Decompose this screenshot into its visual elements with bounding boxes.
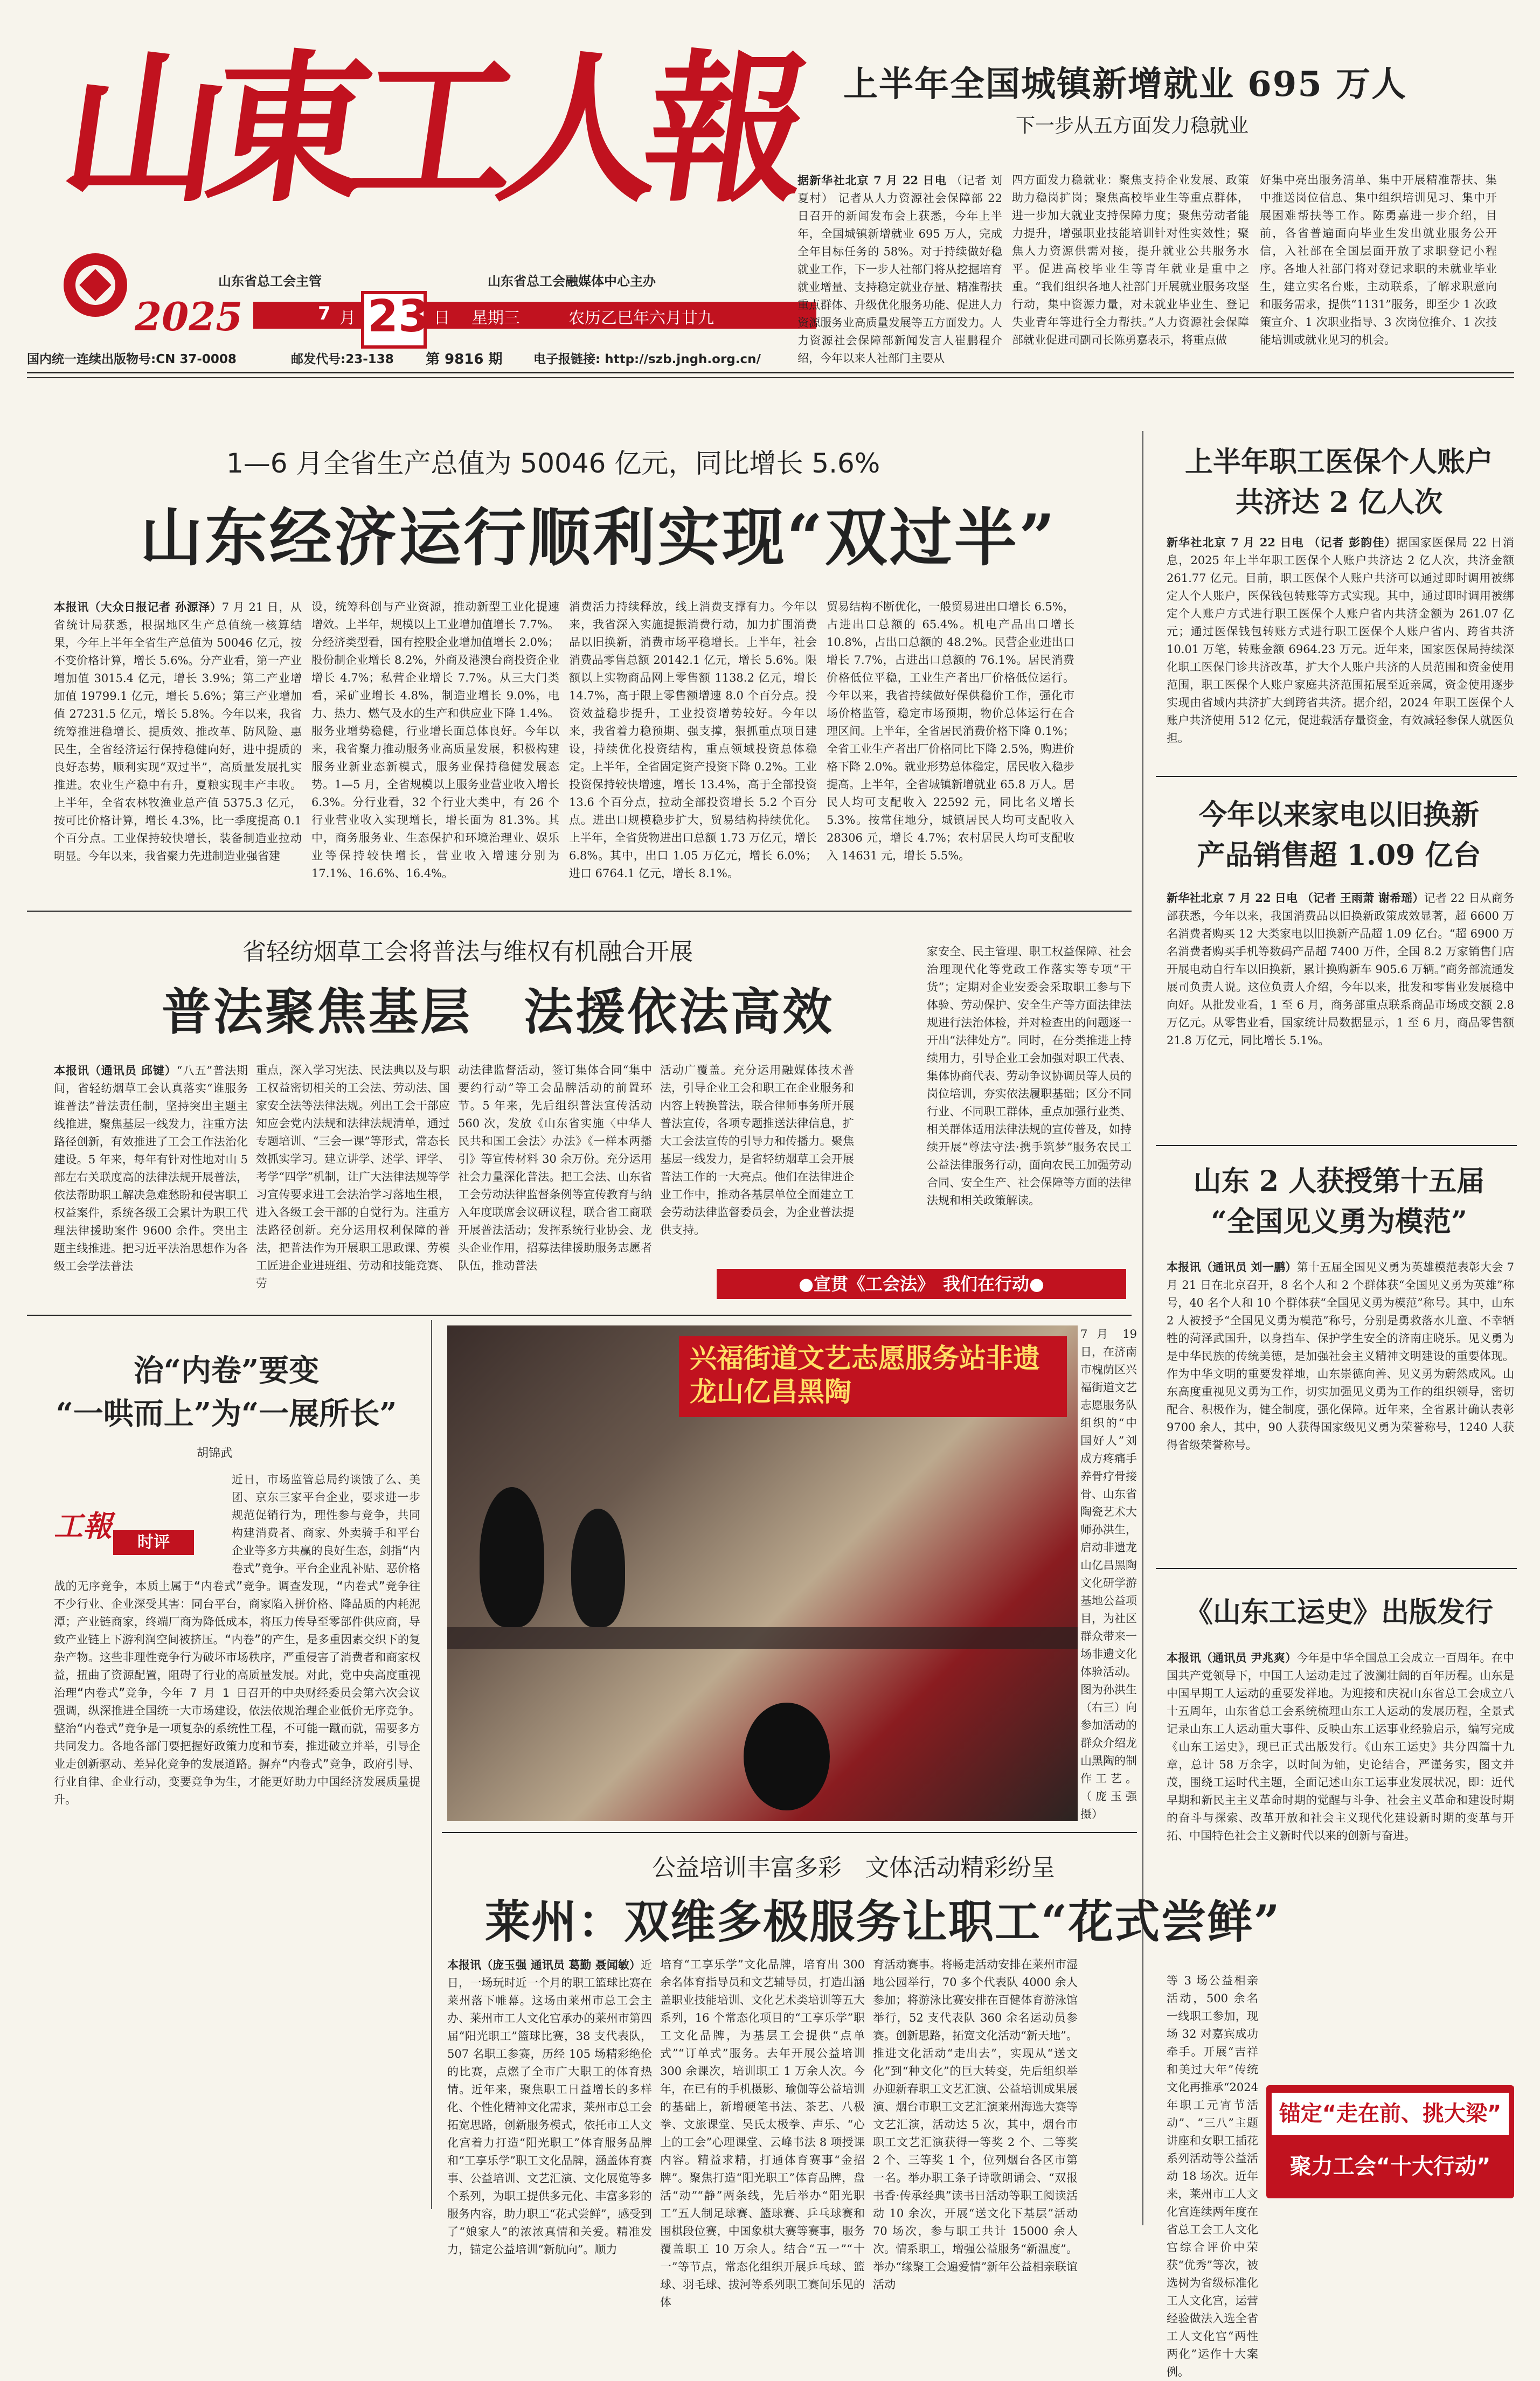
black-pottery-vase (571, 1509, 625, 1627)
commentary-text: 近日，市场监管总局约谈饿了么、美团、京东三家平台企业，要求进一步规范促销行为，理性参与竞争，共同构建消费者、商家、外卖骑手和平台企业等多方共赢的良好生态，剑指“内卷式”竞争。平台企业乱补贴、恶价格战的无序竞争，本质上属于“内卷式”竞争。调查发现，“内卷式”竞争往不少行业、企业深受其害：同台平台，商家陷入拼价格、降品质的内耗泥潭；产业链商家，终端厂商为降低成本，将压力传导至零部件供应商，导致产业链上下游利润空间被挤压。“内卷”的产生，是多重因素交织下的复杂产物。这些非理性竞争行为破坏市场秩序，严重侵害了消费者和商家权益，扭曲了资源配置，阻碍了行业的高质量发展。对此，党中央高度重视治理“内卷式”竞争，今年 7 月 1 日召开的中央财经委员会第六次会议强调，纵深推进全国统一大市场建设，依法依规治理企业低价无序竞争。整治“内卷式”竞争是一项复杂的系统性工程，不可能一蹴而就，需要多方共同发力。各地各部门要把握好政策力度和节奏，推进破立并举，引导企业走创新驱动、差异化竞争的发展道路。摒弃“内卷式”竞争，政府引导、行业自律、企业行动，变要竞争为生，才能更好助力中国经济发展质量提升。 (54, 1473, 420, 1806)
year: 2025 (135, 294, 243, 339)
newspaper-logo: 山東工人報 (51, 34, 806, 224)
right-column-divider (1142, 431, 1143, 2225)
side-divider-2 (1156, 1145, 1517, 1146)
union-emblem-icon (64, 253, 127, 317)
laizhou-col-2: 培育“工享乐学”文化品牌，培育出 300 余名体育指导员和文艺辅导员，打造出涵盖职业技能培训、文化艺术类培训等五大系列，16 个常态化项目的“工享乐学”职工文化品牌，为基层工会提供“点单式”“订单式”服务。去年开展公益培训 300 余课次，培训职工 1 万余人次。今年，在已有的手机摄影、瑜伽等公益培训的基础上，新增硬笔书法、茶艺、八极拳、文旅课堂、吴氏太极拳、声乐、“心上的工会”心理课堂、云峰书法 8 项授课内容。精益求精，打通体育赛事“金招牌”。聚焦打造“阳光职工”体育品牌，盘活“动”“静”两条线，先后举办“阳光职工”五人制足球赛、篮球赛、乒乓球赛和围棋段位赛，中国象棋大赛等赛事，服务覆盖职工 10 万余人。结合“五一”“十一”等节点，常态化组织开展乒乓球、篮球、羽毛球、拔河等系列职工赛间乐见的体 (660, 1958, 865, 2309)
date-month-label: 月 (339, 309, 356, 328)
law-campaign-banner: ●宣贯《工会法》 我们在行动● (717, 1269, 1126, 1299)
side-divider-1 (1156, 776, 1517, 777)
side-2-title-line-2: 产品销售超 1.09 亿台 (1197, 839, 1481, 872)
commentary-badge-label: 时评 (113, 1530, 194, 1555)
date-day: 23 (367, 291, 429, 342)
laizhou-kicker: 公益培训丰富多彩 文体活动精彩纷呈 (652, 1854, 1055, 1882)
main-lead-kicker: 1—6 月全省生产总值为 50046 亿元，同比增长 5.6% (226, 448, 880, 479)
issue-number: 第 9816 期 (426, 351, 503, 367)
side-3-text: 本报讯（通讯员 刘一鹏）第十五届全国见义勇为英雄模范表彰大会 7 月 21 日在北京召开，8 名个人和 2 个群体获“全国见义勇为英雄”称号，40 名个人和 10 个群体获“全国见义勇为模范”称号。其中，山东 2 人被授予“全国见义勇为模范”称号，分别是勇救落水儿童、不幸牺牲的菏泽武国升，以身挡车、保护学生安全的济南庄晓乐。见义勇为是中华民族的传统美德，是加强社会主义精神文明建设的重要体现。作为中华文明的重要发祥地，山东崇德向善、见义勇为蔚然成风。山东高度重视见义勇为工作，切实加强见义勇为工作的组织领导，密切配合、积极作为，健全制度，强化保障。近年来，全省累计确认表彰 9700 余人，其中，90 人获得国家级见义勇为荣誉称号，1240 人获得省级荣誉称号。 (1167, 1260, 1514, 1452)
laizhou-col-3: 育活动赛事。将畅走活动安排在莱州市湿地公园举行，70 多个代表队 4000 余人参加；将游泳比赛安排在百健体育游泳馆举行，52 支代表队 360 余名运动员参赛。创新思路，拓宽文化活动“新天地”。推进文化活动“走出去”，实现从“送文化”到“种文化”的巨大转变，先后组织举办迎新春职工文艺汇演、公益培训成果展演、烟台市职工文艺汇演莱州海选大赛等文艺汇演，活动达 5 次，其中，烟台市职工文艺汇演获得一等奖 2 个、二等奖 2 个、三等奖 1 个，位列烟台各区市第一名。举办职工条子诗歌朗诵会、“双报书香·传承经典”读书日活动等职工阅读活动 10 余次，开展“送文化下基层”活动 70 场次，参与职工共计 15000 余人次。情系职工，增强公益服务“新温度”。举办“缘聚工会遍爱情”新年公益相亲联谊活动 (873, 1958, 1078, 2291)
date-month: 7 (318, 303, 331, 324)
masthead-divider-thin (27, 377, 1514, 378)
side-2-title-line-1: 今年以来家电以旧换新 (1198, 799, 1479, 831)
footer-banner (1266, 2085, 1514, 2198)
sponsor-host: 山东省总工会融媒体中心主办 (488, 274, 656, 289)
side-4-text: 本报讯（通讯员 尹兆爽）今年是中华全国总工会成立一百周年。在中国共产党领导下，中国工人运动走过了波澜壮阔的百年历程。山东是中国早期工人运动的重要发祥地。为迎接和庆祝山东省总工会成立八十五周年，山东省总工会系统梳理山东工人运动的发展历程，全景式记录山东工人运动重大事件、反映山东工运事业经验启示，编写完成《山东工运史》，现已正式出版发行。《山东工运史》共分四篇十九章，总计 58 万余字，以时间为轴，史论结合，严谨务实，图文并茂，围绕工运时代主题，全面记述山东工运事业发展状况，即：近代早期和新民主主义革命时期的觉醒与斗争、社会主义革命和建设时期的奋斗与探索、改革开放和社会主义现代化建设新时期的变革与开拓、中国特色社会主义新时代以来的创新与奋进。 (1167, 1651, 1515, 1842)
law-col-2: 重点，深入学习宪法、民法典以及与职工权益密切相关的工会法、劳动法、国家安全法等法律法规。列出工会干部应知应会党内法规和法律法规清单，通过专题培训、“三会一课”等形式，常态长效抓实学习。建立讲学、述学、评学、考学“四学”机制，让广大法律法规等学习宣传要求进工会法治学习落地生根，进入各级工会干部的自觉行为。注重方法路径创新。充分运用权利保障的普法，把普法作为开展职工思政课、劳模工匠进企业进班组、劳动和技能竞赛、劳 (256, 1064, 450, 1290)
top-lead-col-2: 四方面发力稳就业：聚焦支持企业发展、政策助力稳岗扩岗；聚焦高校毕业生等重点群体，进一步加大就业支持保障力度；聚焦劳动者能力提升，增强职业技能培训针对性实效性；聚焦人力资源供需对接，提升就业公共服务水平。促进高校毕业生等青年就业是重中之重。“我们组织各地人社部门开展就业服务攻坚行动，集中资源力量，对未就业毕业生、登记失业青年等进行全力帮扶。”人力资源社会保障部就业促进司副司长陈勇嘉表示，将重点做 (1012, 173, 1249, 346)
side-3-title-line-1: 山东 2 人获授第十五届 (1193, 1165, 1485, 1198)
postal-code: 邮发代号:23-138 (291, 352, 394, 366)
side-1-title-line-1: 上半年职工医保个人账户 (1184, 446, 1493, 478)
black-pottery-vase (480, 1487, 544, 1627)
main-lead-col-4: 贸易结构不断优化，一般贸易进出口增长 6.5%，占进出口总额的 65.4%。机电产品出口增长 10.8%，占出口总额的 48.2%。民营企业进出口增长 7.7%，占进出口总额的 76.1%。居民消费价格低位平稳，工业生产者出厂价格低位运行。今年以来，我省持续做好保供稳价工作，强化市场价格监管，稳定市场预期，物价总体运行在合理区间。上半年，全省居民消费价格下降 0.1%；全省工业生产者出厂价格同比下降 2.5%，购进价格下降 2.0%。就业形势总体稳定，居民收入稳步提高。上半年，全省城镇新增就业 65.8 万人。居民人均可支配收入 22592 元，同比名义增长 5.3%。按常住地分，城镇居民人均可支配收入 28306 元，增长 4.7%；农村居民人均可支配收入 14631 元，增长 5.5%。 (827, 600, 1074, 862)
commentary-author: 胡锦武 (197, 1447, 233, 1460)
footer-banner-line-1: 锚定“走在前、挑大梁” (1272, 2093, 1509, 2135)
commentary-title-line-1: 治“内卷”要变 (133, 1353, 320, 1389)
section-divider-1 (27, 911, 1132, 912)
event-photo (447, 1325, 1078, 1821)
black-pottery-vase (744, 1703, 830, 1810)
photo-caption: 7 月 19 日，在济南市槐荫区兴福街道文艺志愿服务队组织的“中国好人”刘成方疼痛手养骨疗骨接骨、山东省陶瓷艺术大师孙洪生，启动非遗龙山亿昌黑陶文化研学游基地公益项目，为社区群众带来一场非遗文化体验活动。图为孙洪生（右三）向参加活动的群众介绍龙山黑陶的制作工艺。 （庞玉强 摄） (1080, 1328, 1137, 1821)
main-lead-title: 山东经济运行顺利实现“双过半” (140, 501, 1057, 574)
masthead-divider (27, 372, 1514, 373)
date-weekday: 星期三 (471, 309, 520, 328)
side-2-text: 新华社北京 7 月 22 日电 （记者 王雨萧 谢希瑶）记者 22 日从商务部获悉，今年以来，我国消费品以旧换新政策成效显著，超 6600 万名消费者购买 12 大类家电以旧换新产品超 1.09 亿台。“超 6900 万名消费者购买手机等数码产品超 7400 万件，全国 8.2 万家销售门店开展电动自行车以旧换新，累计换购新车 905.6 万辆。”商务部流通发展司负责人说。这位负责人介绍，今年以来，批发和零售业发展稳中向好。从批发业看，1 至 6 月，商务部重点联系商品市场成交额 2.8 万亿元。从零售业看，国家统计局数据显示，1 至 6 月，商品零售额 21.8 万亿元，同比增长 5.1%。 (1167, 891, 1515, 1047)
photo-shelf (447, 1627, 1078, 1649)
masthead (0, 0, 830, 366)
law-kicker: 省轻纺烟草工会将普法与维权有机融合开展 (242, 938, 693, 966)
law-col-4: 活动广覆盖。充分运用融媒体技术普法，引导企业工会和职工在企业服务和内容上转换普法，联合律师事务所开展普法宣传，各项专题推送法律信息，扩大工会法宣传的引导力和传播力。聚焦基层一线发力，是省轻纺烟草工会开展普法工作的一大亮点。他们在法律进企业工作中，推动各基层单位全面建立工会劳动法律监督委员会，为企业普法提供支持。 (660, 1064, 854, 1237)
side-4-title: 《山东工运史》出版发行 (1184, 1596, 1493, 1629)
law-col-1: 本报讯（通讯员 邱键）“八五”普法期间，省轻纺烟草工会认真落实“谁服务谁普法”普法责任制，坚持突出主题主线推进，聚焦基层一线发力，注重方法路径创新，有效推进了工会工作法治化建设。5 年来，每年有针对性地对山 5 部左右关联度高的法律法规开展普法，依法帮助职工解决急难愁盼和侵害职工权益案件，系统各级工会累计为职工代理法律援助案件 9600 余件。突出主题主线推进。把习近平法治思想作为各级工会学法普法 (54, 1064, 248, 1273)
top-lead-subtitle: 下一步从五方面发力稳就业 (1016, 115, 1249, 137)
main-lead-col-2: 设，统筹科创与产业资源，推动新型工业化提速增效。上半年，规模以上工业增加值增长 7.7%。分经济类型看，国有控股企业增加值增长 2.0%；股份制企业增长 8.2%，外商及港澳台商投资企业增长 4.7%；私营企业增长 7.7%。从三大门类看，采矿业增长 4.8%，制造业增长 9.0%，电力、热力、燃气及水的生产和供应业下降 1.4%。服务业增势稳健，行业增长面总体良好。今年以来，我省聚力推动服务业高质量发展，积极构建服务业新业态新模式，服务业保持稳健发展态势。1—5 月，全省规模以上服务业营业收入增长 6.3%。分行业看，32 个行业大类中，有 26 个行业营业收入实现增长，增长面为 81.3%。其中，商务服务业、生态保护和环境治理业、娱乐业等保持较快增长，营业收入增速分别为 17.1%、16.6%、16.4%。 (311, 600, 559, 880)
main-lead-col-1: 本报讯（大众日报记者 孙源泽）7 月 21 日，从省统计局获悉，根据地区生产总值统一核算结果，今年上半年全省生产总值为 50046 亿元，按不变价格计算，增长 5.6%。分产业看，第一产业增加值 3015.4 亿元，增长 3.9%；第二产业增加值 19799.1 亿元，增长 5.6%；第三产业增加值 27231.5 亿元，增长 5.8%。今年以来，我省统筹推进稳增长、提质效、推改革、防风险、惠民生，全省经济运行保持稳健向好，进中提质的良好态势，顺利实现“双过半”，高质量发展扎实推进。农业生产稳中有升，夏粮实现丰产丰收。上半年，全省农林牧渔业总产值 5375.3 亿元，按可比价格计算，增长 4.3%，比一季度提高 0.1 个百分点。工业保持较快增长，装备制造业拉动明显。今年以来，我省聚力先进制造业强省建 (54, 600, 302, 863)
epaper-link[interactable]: 电子报链接: http://szb.jngh.org.cn/ (533, 352, 761, 366)
section-divider-3 (442, 1832, 1137, 1833)
top-lead-title: 上半年全国城镇新增就业 695 万人 (843, 64, 1407, 105)
top-lead-col-3: 好集中亮出服务清单、集中开展精准帮扶、集中推送岗位信息、集中组织培训见习、集中开展困难帮扶等工作。陈勇嘉进一步介绍，目前，各省普遍面向毕业生发出就业服务公开信，入社部在全国层面开放了求职登记小程序。各地人社部门将对登记求职的未就业毕业生，建立实名台账，主动联系，了解求职意向和服务需求，提供“1131”服务，即至少 1 次政策宣介、1 次职业指导、3 次岗位推介、1 次技能培训或就业见习的机会。 (1260, 173, 1497, 346)
law-title: 普法聚焦基层 法援依法高效 (162, 983, 835, 1041)
side-divider-3 (1156, 1568, 1517, 1569)
side-1-title-line-2: 共济达 2 亿人次 (1235, 486, 1443, 519)
photo-sign-text: 兴福街道文艺志愿服务站非遗龙山亿昌黑陶 (690, 1343, 1040, 1407)
section-divider-2 (27, 1315, 1132, 1316)
side-3-title-line-2: “全国见义勇为模范” (1211, 1205, 1467, 1238)
commentary-badge-logo: 工報 (54, 1509, 112, 1543)
issn: 国内统一连续出版物号:CN 37-0008 (27, 352, 237, 366)
top-lead-col-1: 据新华社北京 7 月 22 日电 （记者 刘夏村） 记者从人力资源社会保障部 22 日召开的新闻发布会上获悉，今年上半年，全国城镇新增就业 695 万人，完成全年目标任务的 58%。对于持续做好稳就业工作，下一步人社部门将从挖掘培育就业增量、支持稳定就业存量、精准帮扶重点群体、升级优化服务功能、促进人力资源服务业高质量发展等五方面发力。人力资源社会保障部新闻发言人崔鹏程介绍，今年以来人社部门主要从 (797, 173, 1002, 365)
date-lunar: 农历乙巳年六月廿九 (568, 309, 714, 328)
laizhou-col-1: 本报讯（庞玉强 通讯员 葛勤 聂闻敏）近日，一场玩时近一个月的职工篮球比赛在莱州落下帷幕。这场由莱州市总工会主办、莱州市工人文化宫承办的莱州市第四届“阳光职工”篮球比赛，38 支代表队，507 名职工参赛，历经 105 场精彩绝伦的比赛，点燃了全市广大职工的体育热情。近年来，聚焦职工日益增长的多样化、个性化精神文化需求，莱州市总工会拓宽思路，创新服务模式，依托市工人文化宫着力打造“阳光职工”体育服务品牌和“工享乐学”职工文化品牌，涵盖体育赛事、公益培训、文艺汇演、文化展览等多个系列，为职工提供多元化、丰富多彩的服务内容，助力职工“花式尝鲜”，感受到了“娘家人”的浓浓真情和关爱。精准发力，锚定公益培训“新航向”。顺力 (447, 1958, 652, 2256)
date-bar (253, 302, 816, 329)
side-1-text: 新华社北京 7 月 22 日电 （记者 彭韵佳）据国家医保局 22 日消息，2025 年上半年职工医保个人账户共济达 2 亿人次，共济金额 261.77 亿元。目前，职工医保个人账户共济可以通过即时调用被绑定人个人账户，医保钱包转账等方式实现。其中，通过即时调用被绑定个人账户方式进行职工医保个人账户省内共济金额为 261.07 亿元；通过医保钱包转账方式进行职工医保个人账户省内、跨省共济 10.01 万笔，转账金额 6964.23 万元。近年来，国家医保局持续深化职工医保门诊共济改革，扩大个人账户共济的人员范围和资金使用范围，职工医保个人账户家庭共济范围拓展至近亲属，资金使用逐步实现由省域内共济扩大到跨省共济。据介绍，2024 年职工医保个人账户共济使用 512 亿元，促进载活存量资金，有效减轻参保人就医负担。 (1167, 536, 1514, 745)
footer-banner-line-2: 聚力工会“十大行动” (1289, 2154, 1491, 2179)
laizhou-col-4: 等 3 场公益相亲活动，500 余名一线职工参加，现场 32 对嘉宾成功牵手。开展“吉祥和美过大年”传统文化再推承“2024 年职工元宵节活动”、“三八”主题讲座和女职工插花系列活动等公益活动 18 场次。近年来，莱州市工人文化宫连续两年度在省总工会工人文化宫综合评价中荣获“优秀”等次，被选树为省级标准化工人文化宫，运营经验做法入选全省工人文化宫“两性两化”运作十大案例。 (1167, 1974, 1258, 2378)
sponsor-supervisor: 山东省总工会主管 (218, 274, 322, 289)
law-col-5: 家安全、民主管理、职工权益保障、社会治理现代化等党政工作落实等专项“干货”；定期对企业安委会采取职工参与下体验、劳动保护、安全生产等方面法律法规进行法治体检，并对检查出的问题逐一开出“法律处方”。同时，在分类推进上持续用力，引导企业工会加强对职工代表、集体协商代表、劳动争议协调员等人员的岗位培训，夯实依法履职基础；区分不同行业、不同职工群体，重点加强行业类、相关群体适用法律法规的宣传普及，如持续开展“尊法守法·携手筑梦”服务农民工公益法律服务行动，面向农民工加强劳动合同、安全生产、社会保障等方面的法律法规和相关政策解读。 (927, 945, 1132, 1207)
main-lead-col-3: 消费活力持续释放，线上消费支撑有力。今年以来，我省深入实施提振消费行动，加力扩围消费品以旧换新，消费市场平稳增长。上半年，社会消费品零售总额 20142.1 亿元，增长 5.6%。限额以上实物商品网上零售额 1138.2 亿元，增长 14.7%，高于限上零售额增速 8.0 个百分点。投资效益稳步提升，工业投资增势较好。今年以来，我省着力稳预期、强支撑，狠抓重点项目建设，持续优化投资结构，重点领域投资总体稳定。上半年，全省固定资产投资下降 0.2%。工业投资保持较快增速，增长 13.4%，高于全部投资 13.6 个百分点，拉动全部投资增长 5.2 个百分点。进出口规模稳步扩大，贸易结构持续优化。上半年，全省货物进出口总额 1.73 万亿元，增长 6.8%。其中，出口 1.05 万亿元，增长 6.0%；进口 6764.1 亿元，增长 8.1%。 (569, 600, 817, 880)
date-day-label: 日 (434, 309, 450, 328)
commentary-title-line-2: “一哄而上”为“一展所长” (56, 1396, 397, 1432)
laizhou-title: 莱州：双维多极服务让职工“花式尝鲜” (485, 1895, 1281, 1948)
commentary-divider (431, 1320, 432, 2209)
law-col-3: 动法律监督活动，签订集体合同“集中要约行动”等工会品牌活动的前置环节。5 年来，先后组织普法宣传活动 560 次，发放《山东省实施〈中华人民共和国工会法〉办法》《一样本两播引》等宣传材料 30 余万份。充分运用社会力量深化普法。把工会法、山东省工会劳动法律监督条例等宣传教育与纳入年度联席会议研议程，联合省工商联开展普法活动；发挥系统行业协会、龙头企业作用，招募法律援助服务志愿者队伍，推动普法 (458, 1064, 652, 1272)
